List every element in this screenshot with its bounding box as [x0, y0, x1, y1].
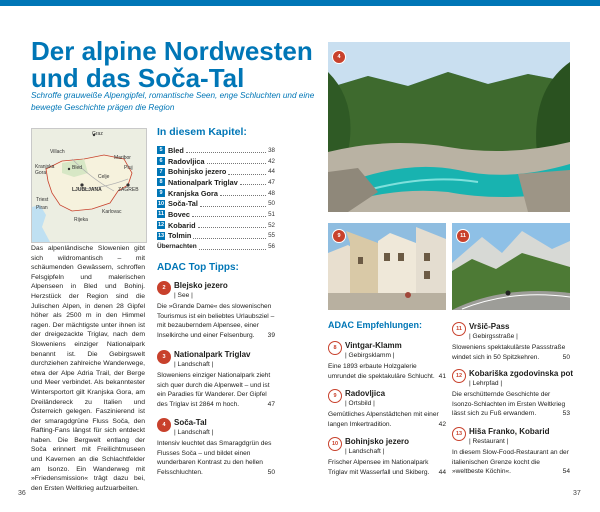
- tip-text: Die »Grande Dame« des slowenischen Tourismus ist ein beliebtes Urlaubsziel – mit bezauberndem Alpensee, einer Inselkirche und einer Felsenburg. 39: [157, 303, 275, 339]
- chapter-page: 55: [268, 232, 275, 240]
- chapter-item[interactable]: [157, 177, 275, 188]
- recommendation-name: Vintgar-Klamm: [345, 341, 402, 350]
- photo-badge: 9: [332, 229, 346, 243]
- recommendation-name: Bohinjsko jezero: [345, 437, 410, 446]
- tip-page: 47: [267, 400, 275, 408]
- chapter-name: Soča-Tal: [168, 199, 198, 209]
- photo-vrsic-pass: [452, 223, 570, 310]
- subtitle: Schroffe grauweiße Alpengipfel, romantische Seen, enge Schluchten und eine bewegte Geschichte prägen die Region: [31, 91, 315, 112]
- recommendation-text: Eine 1893 erbaute Holzgalerie umrundet die spektakuläre Schlucht. 41: [328, 363, 446, 380]
- chapter-heading: In diesem Kapitel:: [157, 126, 247, 138]
- leader-dots: [192, 211, 266, 217]
- recommendation-category: | Restaurant |: [469, 438, 509, 445]
- recommendation-name: Hiša Franko, Kobarid: [469, 427, 550, 436]
- tip-name: Nationalpark Triglav: [174, 350, 251, 359]
- recommendation-page: 44: [438, 468, 446, 476]
- recommendation-item: [452, 369, 574, 419]
- map-label-kranjska-gora: Kranjska Gora: [35, 164, 55, 176]
- leader-dots: [240, 179, 266, 185]
- recommendation-page: 42: [438, 420, 446, 428]
- map-label-karlovac: Karlovac: [102, 209, 122, 215]
- chapter-name: Kranjska Gora: [168, 188, 218, 198]
- title-line-1: Der alpine Nordwesten: [31, 36, 313, 66]
- leader-dots: [200, 201, 266, 207]
- recommendation-number-badge: 13: [452, 427, 466, 441]
- recommendation-category: | Landschaft |: [345, 448, 385, 455]
- recommendation-name: Vršič-Pass: [469, 322, 510, 331]
- recommendation-category: | Lehrpfad |: [469, 380, 503, 387]
- tip-text: Sloweniens einziger Nationalpark zieht sich quer durch die Alpenwelt – und ist ein Paradies für Wanderer. Der Gipfel des Triglav ist 2864 m hoch. 47: [157, 372, 275, 408]
- chapter-number: 9: [157, 189, 165, 197]
- recommendation-number-badge: 11: [452, 322, 466, 336]
- photo-soca-gorge: [328, 42, 570, 212]
- recommendations-heading: ADAC Empfehlungen:: [328, 320, 422, 330]
- chapter-item[interactable]: [157, 188, 275, 199]
- map-label-piran: Piran: [36, 205, 48, 211]
- chapter-number: 10: [157, 200, 165, 207]
- recommendation-page: 53: [562, 410, 570, 418]
- tip-category: | Landschaft |: [174, 361, 214, 368]
- chapter-number: 12: [157, 222, 165, 229]
- recommendation-name: Kobariška zgodovinska pot: [469, 369, 574, 378]
- chapter-page: 38: [268, 146, 275, 154]
- tip-page: 39: [267, 331, 275, 339]
- tip-page: 50: [267, 468, 275, 476]
- chapter-item[interactable]: [157, 241, 275, 252]
- chapter-item[interactable]: [157, 198, 275, 209]
- recommendation-name: Radovljica: [345, 389, 386, 398]
- recommendation-text: Sloweniens spektakulärste Passstraße windet sich in 50 Spitzkehren. 50: [452, 344, 570, 361]
- chapter-name: Bovec: [168, 209, 190, 219]
- chapter-name: Bled: [168, 145, 184, 155]
- chapter-name: Bohinjsko jezero: [168, 167, 227, 177]
- top-tip-item: [157, 350, 275, 409]
- recommendation-category: | Gebirgsstraße |: [469, 333, 518, 340]
- chapter-number: 6: [157, 157, 165, 165]
- tip-name: Soča-Tal: [174, 418, 207, 427]
- tip-name: Blejsko jezero: [174, 281, 228, 290]
- chapter-item[interactable]: [157, 145, 275, 156]
- map-label-ljubljana: LJUBLJANA: [72, 187, 102, 193]
- top-accent-bar: [0, 0, 600, 6]
- chapter-number: 7: [157, 168, 165, 176]
- photo-badge: 11: [456, 229, 470, 243]
- chapter-name: Radovljica: [168, 156, 205, 166]
- recommendation-page: 41: [438, 372, 446, 380]
- map-label-maribor: Maribor: [114, 155, 131, 161]
- leader-dots: [193, 233, 266, 239]
- recommendation-number-badge: 8: [328, 341, 342, 355]
- chapter-page: 56: [268, 243, 275, 251]
- map-label-zagreb: ZAGREB: [118, 187, 139, 193]
- map-label-celje: Celje: [98, 174, 110, 180]
- recommendation-item: [452, 322, 570, 362]
- chapter-page: 44: [268, 168, 275, 176]
- chapter-page: 52: [268, 221, 275, 229]
- top-tips-heading: ADAC Top Tipps:: [157, 262, 239, 273]
- leader-dots: [198, 222, 267, 228]
- map-label-bled: Bled: [72, 165, 83, 171]
- recommendation-number-badge: 12: [452, 369, 466, 383]
- chapter-item[interactable]: [157, 220, 275, 231]
- recommendation-number-badge: 10: [328, 437, 342, 451]
- chapter-name: Nationalpark Triglav: [168, 177, 238, 187]
- tip-number-badge: 2: [157, 281, 171, 295]
- leader-dots: [186, 147, 266, 153]
- top-tip-item: [157, 418, 275, 477]
- leader-dots: [207, 158, 267, 164]
- photo-radovljica: [328, 223, 446, 310]
- recommendation-number-badge: 9: [328, 389, 342, 403]
- chapter-page: 47: [268, 178, 275, 186]
- chapter-item[interactable]: [157, 166, 275, 177]
- map-label-graz: Graz: [92, 131, 103, 137]
- map-graphic: [32, 129, 146, 242]
- map-label-rijeka: Rijeka: [74, 217, 88, 223]
- recommendation-category: | Gebirgsklamm |: [345, 352, 395, 359]
- photo-badge: 4: [332, 50, 346, 64]
- chapter-page: 42: [268, 157, 275, 165]
- chapter-item[interactable]: [157, 156, 275, 167]
- map-label-triest: Triest: [36, 197, 49, 203]
- chapter-name: Tolmin: [168, 231, 192, 241]
- tip-number-badge: 3: [157, 350, 171, 364]
- recommendation-item: [328, 341, 446, 381]
- chapter-page: 50: [268, 200, 275, 208]
- recommendation-page: 54: [562, 468, 570, 476]
- recommendation-text: In diesem Slow-Food-Restaurant an der italienischen Grenze kocht die »weltbeste Köchin«. 54: [452, 449, 570, 476]
- leader-dots: [228, 169, 266, 175]
- map-label-villach: Villach: [50, 149, 65, 155]
- recommendation-item: [328, 437, 446, 477]
- intro-text: Das alpenländische Slowenien gibt sich wildromantisch – mit schäumenden Gewässern, schroffen Felsgipfeln und malerischen Alpenseen in Bled und Bohinj. Herzstück der Region sind die Julischen Alpen, in denen 28 Gipfel höher als 2500 m in den Himmel ragen. Der mächtigste unter ihnen ist der dreigezackte Triglav, nach dem Sloweniens einziger Nationalpark benannt ist. Die Gebirgswelt durchziehen zahlreiche Wanderwege, etwa der Alpe Adria Trail, der Berge und Meer verbindet. Als bekanntester Wintersportort gilt Kranjska Gora, am Dreiländereck zu Italien und Österreich gelegen. Faszinierend ist der smaragdgrüne Fluss Soča, den Rafting-Fans längst für sich entdeckt haben. Die Bergwelt entlang der Soča erinnert mit Freilichtmuseen und Kavernen an die Schlachtfelder am Isonzo. Ein Wanderweg mit »Friedensmission« trägt dazu bei, den Ersten Weltkrieg aufzuarbeiten.: [31, 245, 145, 492]
- tip-category: | See |: [174, 292, 193, 299]
- leader-dots: [199, 244, 266, 250]
- recommendation-item: [452, 427, 570, 477]
- title-line-2: und das Soča-Tal: [31, 63, 245, 93]
- map-label-ptuj: Ptuj: [124, 165, 133, 171]
- chapter-number: 11: [158, 211, 164, 218]
- region-map: [31, 128, 147, 243]
- recommendation-category: | Ortsbild |: [345, 400, 375, 407]
- chapter-list: [157, 145, 275, 252]
- recommendation-text: Frischer Alpensee im Nationalpark Triglav mit Wasserfall und Skiberg. 44: [328, 459, 446, 476]
- chapter-name: Übernachten: [157, 243, 197, 251]
- chapter-page: 51: [268, 210, 275, 218]
- chapter-number: 8: [157, 178, 165, 186]
- page-number-left: 36: [18, 490, 26, 497]
- chapter-item[interactable]: [157, 231, 275, 242]
- tip-number-badge: 4: [157, 418, 171, 432]
- tip-category: | Landschaft |: [174, 429, 214, 436]
- top-tip-item: [157, 281, 275, 340]
- recommendation-page: 50: [562, 353, 570, 361]
- leader-dots: [220, 190, 266, 196]
- chapter-number: 13: [157, 232, 165, 239]
- page-title: [31, 38, 321, 92]
- chapter-number: 5: [157, 146, 165, 154]
- chapter-page: 48: [268, 189, 275, 197]
- tip-text: Intensiv leuchtet das Smaragdgrün des Flusses Soča – und bildet einen wunderbaren Kontrast zu den hellen Felsschluchten. 50: [157, 440, 275, 476]
- recommendation-text: Die erschütternde Geschichte der Isonzo-Schlachten im Ersten Weltkrieg lässt sich zu Fuß erwandern. 53: [452, 391, 570, 418]
- page-number-right: 37: [573, 490, 581, 497]
- recommendation-text: Gemütliches Alpenstädtchen mit einer langen Imkertradition. 42: [328, 411, 446, 428]
- chapter-item[interactable]: [157, 209, 275, 220]
- chapter-name: Kobarid: [168, 220, 196, 230]
- recommendation-item: [328, 389, 446, 429]
